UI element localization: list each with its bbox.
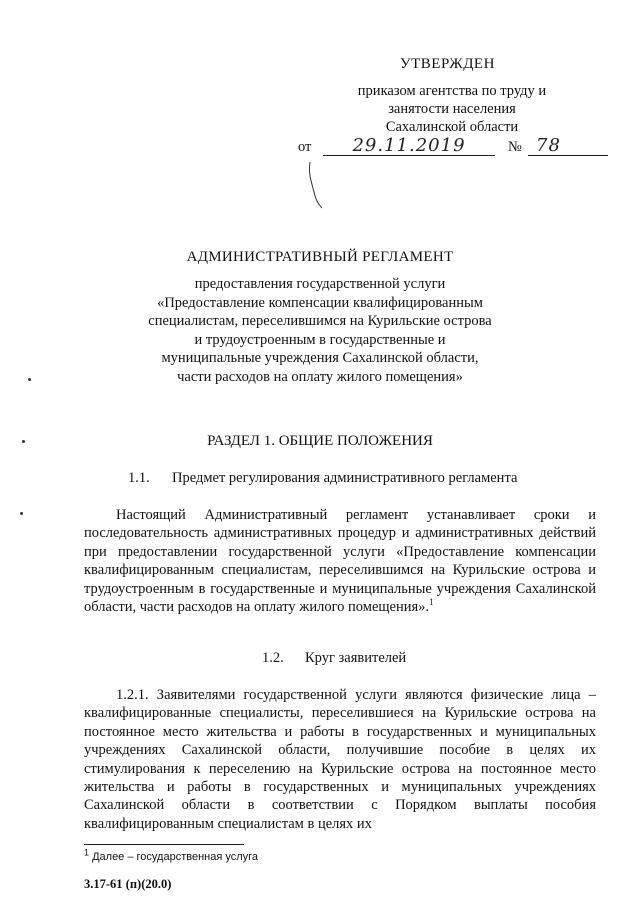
subtitle-line: муниципальные учреждения Сахалинской области, xyxy=(161,350,479,366)
subtitle-line: «Предоставление компенсации квалифицированным xyxy=(157,294,483,311)
approval-number-field xyxy=(528,135,608,156)
subtitle-line: и трудоустроенным в государственные и xyxy=(194,331,446,348)
subsection-title-1-2: Круг заявителей xyxy=(305,650,407,666)
approval-number-label: № xyxy=(508,139,522,155)
subsection-number-1-1: 1.1. xyxy=(128,470,150,486)
approval-line-3: Сахалинской области xyxy=(385,119,519,135)
subsection-title-1-1: Предмет регулирования административного регламента xyxy=(172,470,518,486)
subsection-number-1-2: 1.2. xyxy=(262,650,284,666)
subtitle-line: предоставления государственной услуги xyxy=(194,276,446,292)
margin-mark xyxy=(20,512,23,515)
signature-stroke xyxy=(300,160,330,210)
document-title: АДМИНИСТРАТИВНЫЙ РЕГЛАМЕНТ xyxy=(186,249,454,265)
document-subtitle xyxy=(0,275,640,386)
footnote-text: Далее – государственная услуга xyxy=(92,851,259,863)
approval-date-handwritten: 29.11.2019 xyxy=(352,135,466,156)
approval-title: УТВЕРЖДЕН xyxy=(400,56,495,72)
paragraph-subject xyxy=(84,506,596,616)
approval-date-field xyxy=(323,135,495,156)
approval-from-label: от xyxy=(298,139,312,155)
paragraph-subject-text: Настоящий Административный регламент устанавливает сроки и последовательность административных процедур и административных действий при предоставлении государственной услуги «Предоставление компенсации квалифицированным специалистам, переселившимся на Курильские острова и трудоустроенным в государственные и муниципальные учреждения Сахалинской области, части расходов на оплату жилого помещения». xyxy=(84,507,596,616)
footnote-marker: 1 xyxy=(84,847,90,858)
footnote-ref: 1 xyxy=(429,597,434,608)
subtitle-line: специалистам, переселившимся на Курильские острова xyxy=(148,313,492,329)
paragraph-applicants: 1.2.1. Заявителями государственной услуги являются физические лица – квалифицированные специалисты, переселившиеся на Курильские острова на постоянное место жительства и работы в государственных и муниципальных учреждениях Сахалинской области, получившие пособие в целях их стимулирования к переселению на Курильские острова на постоянное место жительства и работы в государственных и муниципальных учреждениях Сахалинской области в соответствии с Порядком выплаты пособия квалифицированным специалистам в целях их xyxy=(84,687,596,832)
section-title: РАЗДЕЛ 1. ОБЩИЕ ПОЛОЖЕНИЯ xyxy=(207,433,433,449)
approval-line-1: приказом агентства по труду и xyxy=(357,83,547,99)
approval-number-handwritten: 78 xyxy=(536,135,561,156)
footnote xyxy=(84,847,259,863)
subtitle-line: части расходов на оплату жилого помещения» xyxy=(177,368,463,385)
footnote-divider xyxy=(84,844,244,845)
approval-line-2: занятости населения xyxy=(388,101,516,117)
document-code: 3.17-61 (п)(20.0) xyxy=(84,877,172,891)
